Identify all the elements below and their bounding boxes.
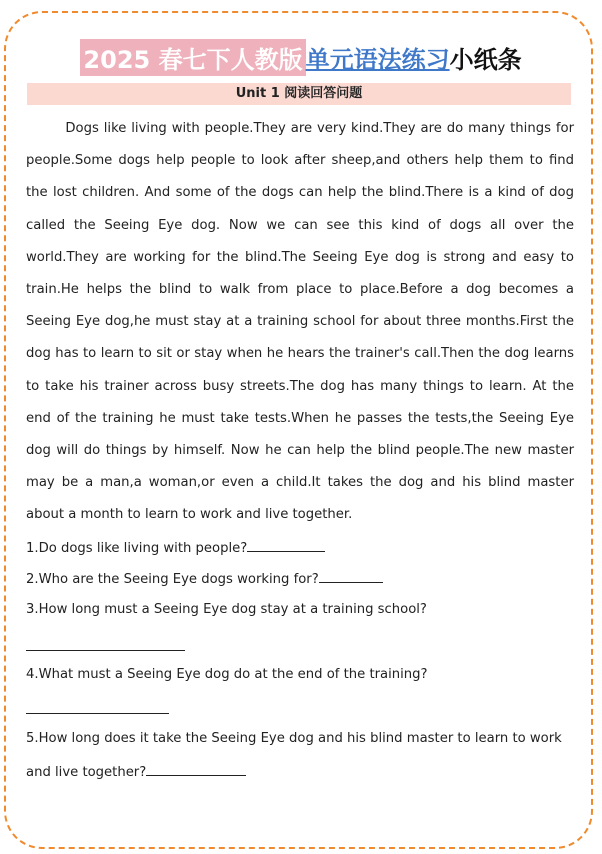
page-title: [0, 40, 602, 74]
answer-blank-5[interactable]: [146, 761, 246, 776]
title-topic: 单元语法练习: [305, 45, 450, 74]
question-3: [26, 600, 427, 620]
title-suffix: 小纸条: [449, 45, 522, 74]
answer-blank-3[interactable]: [26, 650, 185, 651]
question-4: [26, 665, 428, 685]
question-5-continued: [26, 761, 246, 783]
question-2-text: 2.Who are the Seeing Eye dogs working for?: [26, 572, 319, 587]
question-1-text: 1.Do dogs like living with people?: [26, 541, 248, 556]
question-5: [26, 729, 562, 749]
reading-passage: Dogs like living with people.They are very kind.They are do many things for people.Some dogs help people to look after sheep,and others help them to find the lost children. And some of the dogs can help the blind.There is a kind of dog called the Seeing Eye dog. Now we can see this kind of dogs all over the world.They are working for the blind.The Seeing Eye dog is strong and easy to train.He helps the blind to walk from place to place.Before a dog becomes a Seeing Eye dog,he must stay at a training school for about three months.First the dog has to learn to sit or stay when he hears the trainer's call.Then the dog learns to take his trainer across busy streets.The dog has many things to learn. At the end of the training he must take tests.When he passes the tests,the Seeing Eye dog will do things by himself. Now he can help the blind people.The new master may be a man,a woman,or even a child.It takes the dog and his blind master about a month to learn to work and live together.: [26, 121, 579, 523]
question-3-text: 3.How long must a Seeing Eye dog stay at a training school?: [26, 602, 427, 617]
question-5-text-continued: and live together?: [26, 765, 147, 780]
answer-blank-2[interactable]: [319, 568, 383, 583]
question-2: [26, 568, 383, 590]
answer-blank-4[interactable]: [26, 713, 169, 714]
question-4-text: 4.What must a Seeing Eye dog do at the end of the training?: [26, 667, 428, 682]
question-1: [26, 537, 325, 559]
title-grade: 2025 春七下人教版: [80, 39, 305, 76]
unit-heading: Unit 1 阅读回答问题: [27, 83, 571, 105]
answer-blank-1[interactable]: [247, 537, 325, 552]
question-5-text: 5.How long does it take the Seeing Eye dog and his blind master to learn to work: [26, 731, 562, 746]
